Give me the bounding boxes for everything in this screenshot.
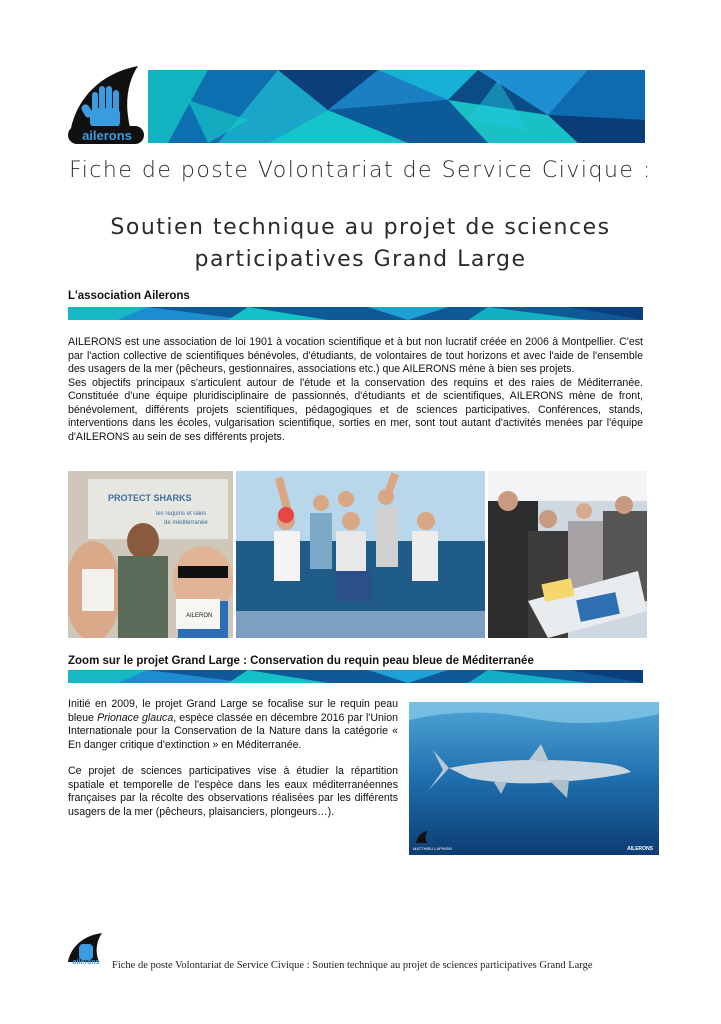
subtitle-line-2: participatives Grand Large [194, 247, 527, 272]
association-paragraph-1: AILERONS est une association de loi 1901 à vocation scientifique et à but non lucratif créée en 2006 à Montpellier. C'est par l'action collective de scientifiques bénévoles, d'étudiants, de volontaires de tout horizons et avec l'aide de l'ensemble des usagers de la mer (pêcheurs, gestionnaires, associations etc.) que AILERONS mène à bien ses projets. [68, 336, 643, 375]
p1-text-a: Initié en 2009, le projet Grand Large se focalise sur le requin peau bleue [68, 698, 398, 724]
photo-credit-left: MATTHIEU LAPINSKI [413, 846, 453, 851]
header-banner [148, 70, 645, 143]
page-title: Fiche de poste Volontariat de Service Civique : [69, 158, 652, 183]
grand-large-paragraph-1 [68, 698, 398, 752]
grand-large-description [68, 698, 398, 832]
p1-text-b: , espèce classée en décembre 2016 par l'Union Internationale pour la Conservation de la Nature dans la catégorie « En danger critique d'extinction » en Méditerranée. [68, 711, 398, 751]
shark-logo-small-icon [415, 830, 429, 844]
subtitle-line-1: Soutien technique au projet de sciences [110, 215, 611, 240]
association-paragraph-2: Ses objectifs principaux s'articulent autour de l'étude et la conservation des requins et des raies de Méditerranée. Constituée d'une équipe pluridisciplinaire de passionnés, d'étudiants et de scientifiques, AILERONS mène de front, bénévolement, différents projets scientifiques, pédagogiques et de sciences participatives. Conférences, stands, interventions dans les écoles, vulgarisation scientifique, sorties en mer, sont tout autant d'activités menées par l'équipe d'AILERONS au sein de ses différents projets. [68, 376, 643, 443]
section-heading-association: L'association Ailerons [68, 290, 190, 302]
grand-large-paragraph-2: Ce projet de sciences participatives vise à étudier la répartition spatiale et temporelle de l'espèce dans les eaux méditerranéennes françaises par la récolte des observations réalisées par les différents usagers de la mer (pêcheurs, plaisanciers, plongeurs…). [68, 765, 398, 818]
section-divider-bar-2 [68, 670, 643, 683]
photo-blue-shark [409, 702, 659, 855]
sign-text-2: les requins et raies [156, 511, 207, 517]
footer-logo [66, 932, 106, 970]
footer-text: Fiche de poste Volontariat de Service Civique : Soutien technique au projet de sciences participatives Grand Large [112, 960, 593, 971]
section-heading-grand-large: Zoom sur le projet Grand Large : Conservation du requin peau bleue de Méditerranée [68, 655, 534, 667]
photo-credit-right: AILERONS [627, 846, 653, 852]
association-description [68, 336, 643, 444]
photo-stand-event [488, 471, 647, 638]
section-divider-bar [68, 307, 643, 320]
card-text: AILERON [186, 613, 213, 619]
ailerons-logo [66, 64, 146, 146]
page-subtitle [40, 212, 681, 276]
sign-text-1: PROTECT SHARKS [108, 493, 192, 503]
logo-text: ailerons [82, 128, 132, 143]
photo-boat-team [236, 471, 485, 638]
footer-logo-text: ailerons [72, 959, 100, 966]
sign-text-3: de méditerranée [164, 520, 208, 526]
photo-volunteers-sign [68, 471, 233, 638]
species-name: Prionace glauca [97, 711, 174, 724]
